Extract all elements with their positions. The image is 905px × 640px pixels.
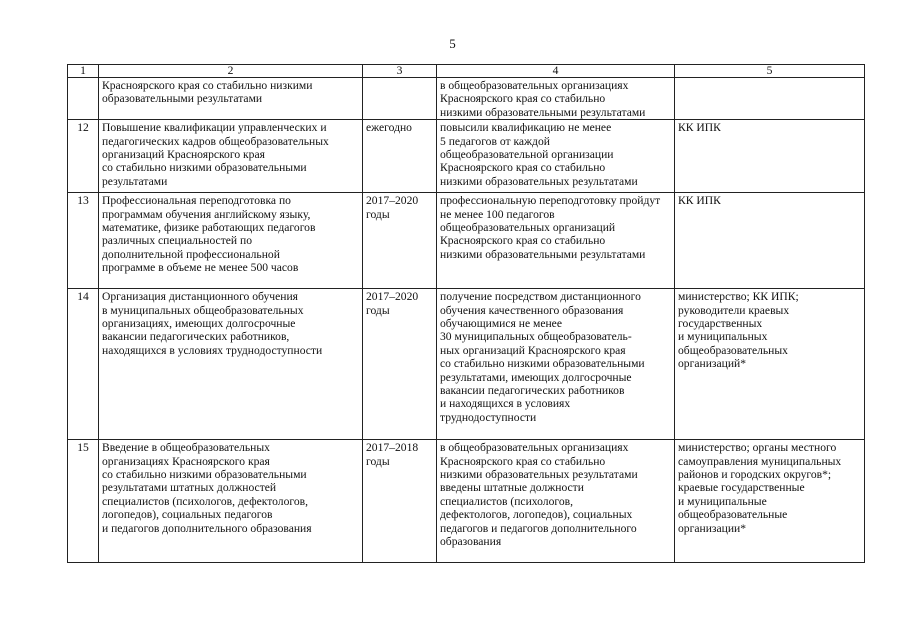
measure-cell: Введение в общеобразовательных организациях Красноярского края со стабильно низкими образовательными результатами штатных должностей специалистов (психологов, дефектологов, логопедов), социальных педагогов и педагогов дополнительного образования <box>99 440 363 563</box>
measure-cell: Организация дистанционного обучения в муниципальных общеобразовательных организациях, имеющих долгосрочные вакансии педагогических работников, находящихся в условиях труднодоступности <box>99 289 363 440</box>
page-number: 5 <box>449 36 456 51</box>
term-cell <box>363 78 437 120</box>
term-cell: 2017–2018 годы <box>363 440 437 563</box>
term-cell: 2017–2020 годы <box>363 289 437 440</box>
row-number: 12 <box>68 120 99 193</box>
responsible-cell: министерство; органы местного самоуправления муниципальных районов и городских округов*; краевые государственные и муниципальные общеобразовательные организации* <box>675 440 865 563</box>
responsible-cell: КК ИПК <box>675 193 865 289</box>
row-number <box>68 78 99 120</box>
result-cell: в общеобразовательных организациях Красноярского края со стабильно низкими образовательных результатами введены штатные должности специалистов (психологов, дефектологов, логопедов), социальных педагогов и педагогов дополнительного образования <box>437 440 675 563</box>
responsible-cell: министерство; КК ИПК; руководители краевых государственных и муниципальных общеобразовательных организаций* <box>675 289 865 440</box>
table-row <box>68 440 865 563</box>
term-cell: 2017–2020 годы <box>363 193 437 289</box>
responsible-cell <box>675 78 865 120</box>
result-cell: повысили квалификацию не менее 5 педагогов от каждой общеобразовательной организации Красноярского края со стабильно низкими образовательных результатами <box>437 120 675 193</box>
header-cell: 5 <box>675 65 865 78</box>
table-row <box>68 289 865 440</box>
responsible-cell: КК ИПК <box>675 120 865 193</box>
header-cell: 3 <box>363 65 437 78</box>
header-cell: 4 <box>437 65 675 78</box>
row-number: 15 <box>68 440 99 563</box>
table-row <box>68 78 865 120</box>
table-row <box>68 193 865 289</box>
measure-cell: Красноярского края со стабильно низкими образовательными результатами <box>99 78 363 120</box>
header-cell: 2 <box>99 65 363 78</box>
table-row <box>68 120 865 193</box>
row-number: 14 <box>68 289 99 440</box>
header-cell: 1 <box>68 65 99 78</box>
table-header-row <box>68 65 865 78</box>
result-cell: профессиональную переподготовку пройдут не менее 100 педагогов общеобразовательных организаций Красноярского края со стабильно низкими образовательными результатами <box>437 193 675 289</box>
measure-cell: Повышение квалификации управленческих и педагогических кадров общеобразовательных организаций Красноярского края со стабильно низкими образовательными результатами <box>99 120 363 193</box>
plan-table <box>67 64 865 563</box>
row-number: 13 <box>68 193 99 289</box>
result-cell: в общеобразовательных организациях Красноярского края со стабильно низкими образовательными результатами <box>437 78 675 120</box>
result-cell: получение посредством дистанционного обучения качественного образования обучающимися не менее 30 муниципальных общеобразователь- ных организаций Красноярского края со стабильно низкими образовательными результатами, имеющих долгосрочные вакансии педагогических работников и находящихся в условиях труднодоступности <box>437 289 675 440</box>
term-cell: ежегодно <box>363 120 437 193</box>
measure-cell: Профессиональная переподготовка по программам обучения английскому языку, математике, физике работающих педагогов различных специальностей по дополнительной профессиональной программе в объеме не менее 500 часов <box>99 193 363 289</box>
